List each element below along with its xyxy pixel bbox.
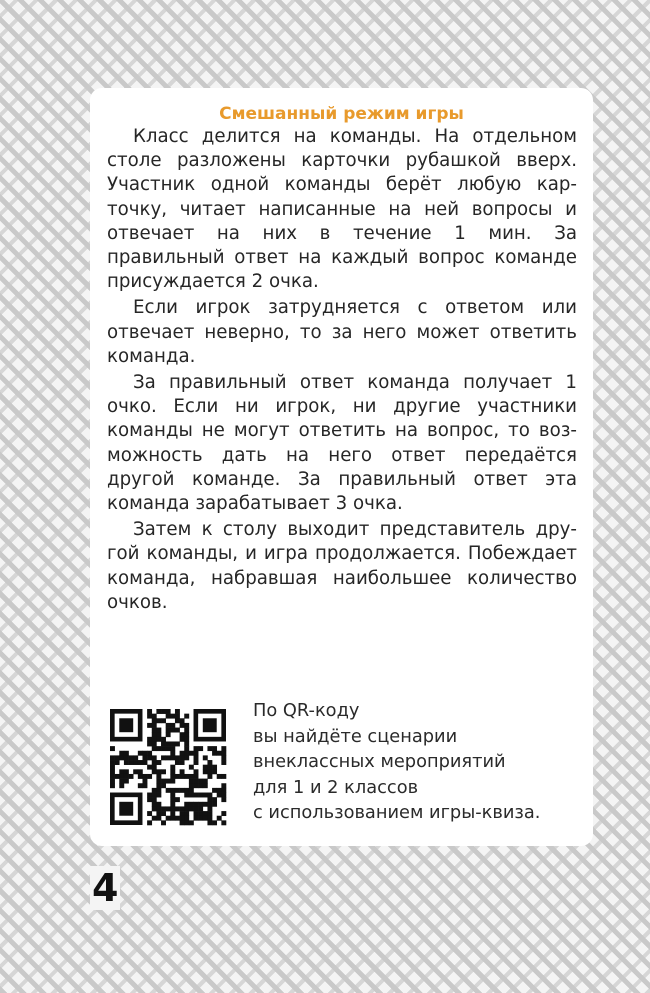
section-body: [107, 125, 577, 617]
qr-caption-line: вы найдёте сценарии: [253, 725, 458, 747]
paragraph-1: Класс делится на команды. На отдельном столе разложены карточки рубашкой вверх. Участник одной команды берёт любую карточку, читает написанные на ней вопросы и отвечает на них в течение 1 мин. За правильный ответ на каждый вопрос команде присуждается 2 очка.: [107, 126, 577, 293]
page-number: 4: [92, 866, 119, 910]
section-title: Смешанный режим игры: [219, 104, 464, 124]
content-card: [90, 88, 593, 846]
paragraph-2: Если игрок затрудняется с ответом или отвечает неверно, то за него может ответить команда.: [107, 297, 577, 367]
qr-caption-line: для 1 и 2 классов: [253, 776, 419, 798]
paragraph-4: Затем к столу выходит представитель другой команды, и игра продолжается. Побеждает команда, набравшая наибольшее количество очков.: [107, 519, 577, 613]
qr-caption: [253, 698, 573, 826]
qr-caption-line: с использованием игры-квиза.: [253, 802, 541, 823]
paragraph-3: За правильный ответ команда получает 1 очко. Если ни игрок, ни другие участники команды не могут ответить на вопрос, то возможность дать на него ответ передаётся другой команде. За правильный ответ эта команда зарабатывает 3 очка.: [107, 372, 577, 515]
qr-code-icon: [106, 705, 230, 829]
qr-caption-line: По QR-коду: [253, 700, 360, 721]
qr-caption-line: внеклассных мероприятий: [253, 751, 506, 772]
